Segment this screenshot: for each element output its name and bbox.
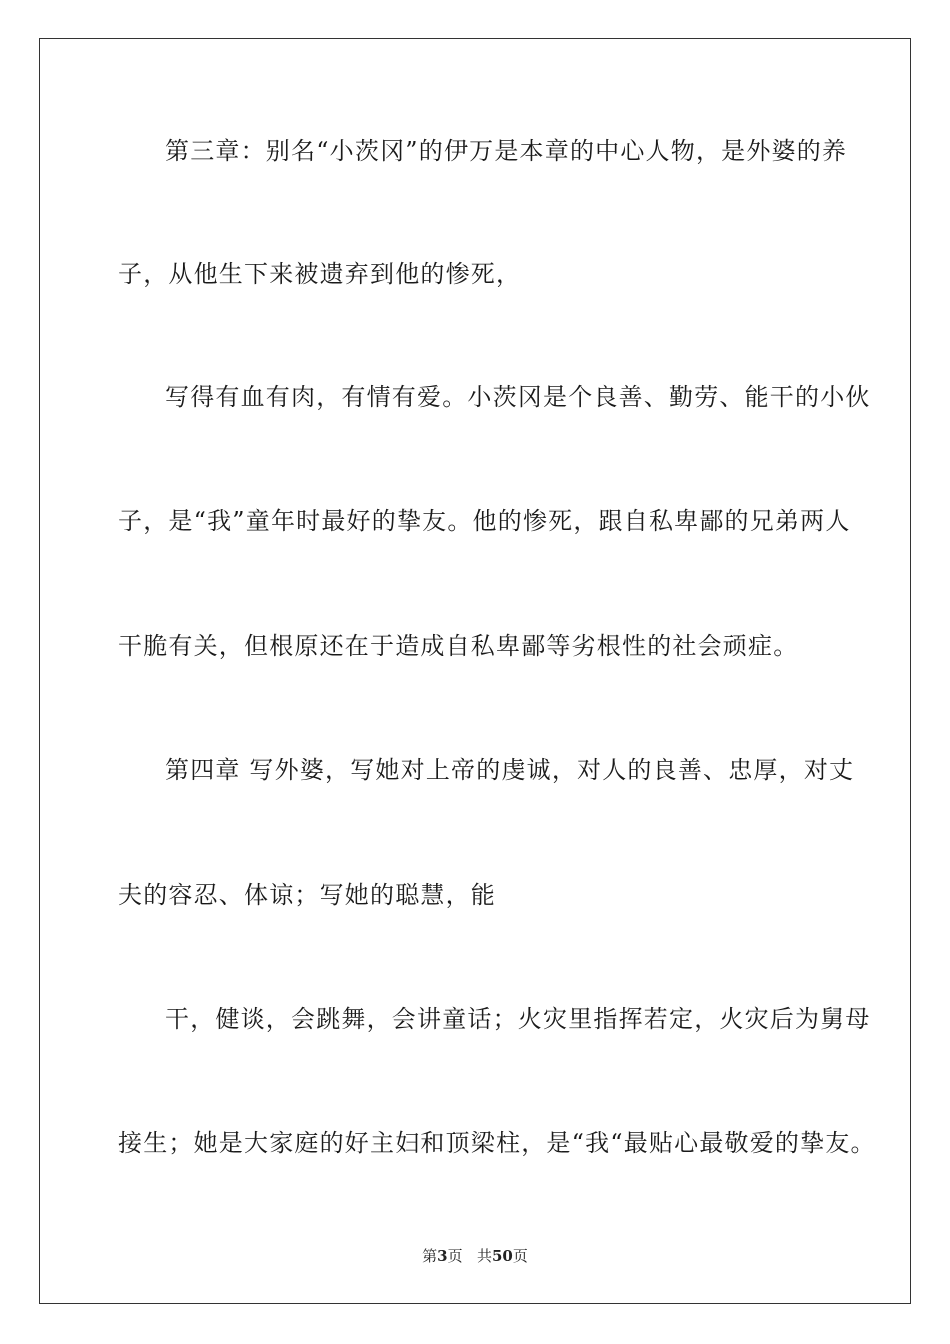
total-suffix: 页 xyxy=(512,1247,528,1265)
page-border xyxy=(39,38,911,1304)
text-line-3: 写得有血有肉，有情有爱。小茨冈是个良善、勤劳、能干的小伙 xyxy=(165,383,871,411)
text-line-7: 夫的容忍、体谅；写她的聪慧，能 xyxy=(118,881,496,909)
total-prefix: 共 xyxy=(476,1247,492,1265)
text-line-8: 干，健谈，会跳舞，会讲童话；火灾里指挥若定，火灾后为舅母 xyxy=(165,1005,871,1033)
page-footer xyxy=(0,1246,950,1266)
text-line-2: 子，从他生下来被遗弃到他的惨死， xyxy=(118,260,522,288)
text-line-5: 干脆有关，但根原还在于造成自私卑鄙等劣根性的社会顽症。 xyxy=(118,632,799,660)
total-pages: 50 xyxy=(491,1247,513,1265)
page-suffix: 页 xyxy=(447,1247,463,1265)
text-line-9: 接生；她是大家庭的好主妇和顶梁柱，是“我“最贴心最敬爱的挚友。 xyxy=(118,1129,876,1157)
text-line-4: 子，是“我”童年时最好的挚友。他的惨死，跟自私卑鄙的兄弟两人 xyxy=(118,507,851,535)
text-line-6: 第四章 写外婆，写她对上帝的虔诚，对人的良善、忠厚，对丈 xyxy=(165,756,855,784)
page-prefix: 第 xyxy=(422,1247,438,1265)
text-line-1: 第三章：别名“小茨冈”的伊万是本章的中心人物，是外婆的养 xyxy=(165,137,848,165)
page-number: 3 xyxy=(437,1247,448,1265)
